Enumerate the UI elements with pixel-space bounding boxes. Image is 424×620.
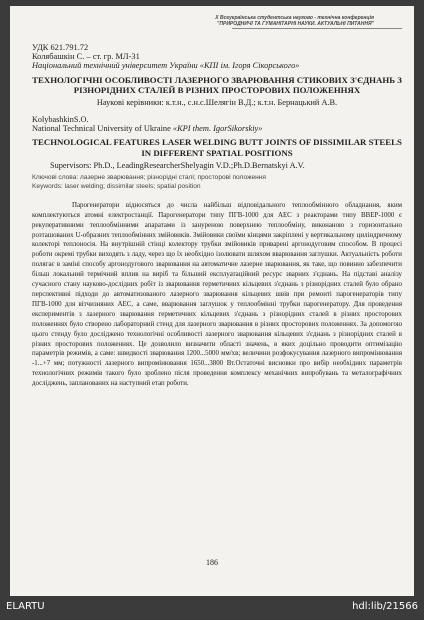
university-en-prefix: National Technical University of Ukraine (32, 124, 173, 134)
title-en: TECHNOLOGICAL FEATURES LASER WELDING BUTT JOINTS OF DISSIMILAR STEELS IN DIFFERENT SPATIAL POSITIONS (32, 137, 402, 158)
university-en (32, 124, 402, 133)
title-ua: ТЕХНОЛОГІЧНІ ОСОБЛИВОСТІ ЛАЗЕРНОГО ЗВАРЮВАННЯ СТИКОВИХ З'ЄДНАНЬ З РІЗНОРІДНИХ СТАЛЕЙ В РІЗНИХ ПРОСТОРОВИХ ПОЛОЖЕННЯХ (32, 74, 402, 96)
keywords-ua: Ключові слова: лазерне зварювання; різнорідні сталі; просторові положення (32, 174, 267, 182)
footer-repository-label: ELARTU (6, 601, 45, 612)
author-ua: Колябашкін С. – ст. гр. МЛ-31 (32, 52, 140, 62)
supervisors-en: Supervisors: Ph.D., LeadingResearcherShelyagin V.D.;Ph.D.Bernatskyi A.V. (50, 161, 305, 171)
page-number: 186 (206, 558, 218, 567)
conference-header (32, 15, 402, 27)
udk-code: УДК 621.791.72 (32, 43, 89, 52)
conference-line-1: X Всеукраїнська студентська науково - технічна конференція (215, 15, 374, 21)
header-divider (232, 28, 402, 29)
body-paragraph: Парогенератори відносяться до числа найбільш відповідального теплообмінного обладнання, яким комплектуються атомні електростанції. Парогенератори типу ПГВ-1000 для АЕС з реакторами типу ВВЕР-1000 є рекуперативними теплообмінними апаратами із зануреною поверхнею теплообміну, виконаною з горизонтально розташованих U-образних теплообмінних змійовиків. Змійовики своїми кінцями закріплені у вертикальному циліндричному колекторі теплоносія. На внутрішній стінці колектору трубки змійовиків приварені аргонодуговим способом. В процесі роботи окремі трубки виходять з ладу, через що їх необхідно ізолювати шляхом вварювання заглушки. Актуальність роботи полягає в заміні способу аргонодугового зварювання на автоматичне лазерне зварювання, як таке, що повинно забезпечити більш локальний термічний вплив на виріб та більший експлуатаційний ресурс зварних з'єднань. На підставі аналізу сучасного стану науково-дослідних робіт із зварювання герметичних кільцевих з'єднань з різнорідних сталей було обрано перспективні підходи до автоматизованого лазерного зварювання кільцевих швів при ремонті парогенераторів типу ПГВ-1000 для вітчизняних АЕС, а саме, вварювання заглушок у теплообмінні трубки парогенератору. Для проведення експериментів з лазерного зварювання герметичних кільцевих з'єднань з різнорідних сталей в різних просторових положеннях було створено лабораторний стенд для лазерного зварювання в різних просторових положеннях. За допомогою цього стенду було досліджено технологічні особливості лазерного зварювання кільцевих з'єднань з різнорідних сталей в різних просторових положеннях. Це дозволило визначити області значень, в яких доцільно проводити оптимізацію параметрів режимів, а саме: швидкості зварювання 1200...5000 мм/хв; величини розфокусування лазерного випромінювання -1...+7 мм; потужності лазерного випромінювання 1650...3800 Вт.Остаточні висновки про вибір необхідних параметрів технологічних режимів такого було зроблено після проведення комплексу механічних випробувань та металографічних досліджень, запланованих на наступний етап роботи. (32, 201, 402, 388)
document-page (10, 6, 414, 596)
university-en-name: «KPI them. IgorSikorskiy» (172, 124, 263, 134)
keywords-en: Keywords: laser welding; dissimilar steels; spatial position (32, 182, 201, 190)
university-ua: Національний технічний університет України «КПІ ім. Ігоря Сікорського» (32, 61, 300, 71)
supervisors-ua: Наукові керівники: к.т.н., с.н.с.Шелягін В.Д.; к.т.н. Бернацький А.В. (96, 98, 338, 108)
author-en: KolybashkinS.O. (32, 114, 89, 124)
footer-handle: hdl:lib/21566 (352, 601, 418, 612)
conference-line-2: "ПРИРОДНИЧІ ТА ГУМАНІТАРНІ НАУКИ. АКТУАЛЬНІ ПИТАННЯ" (217, 21, 374, 27)
